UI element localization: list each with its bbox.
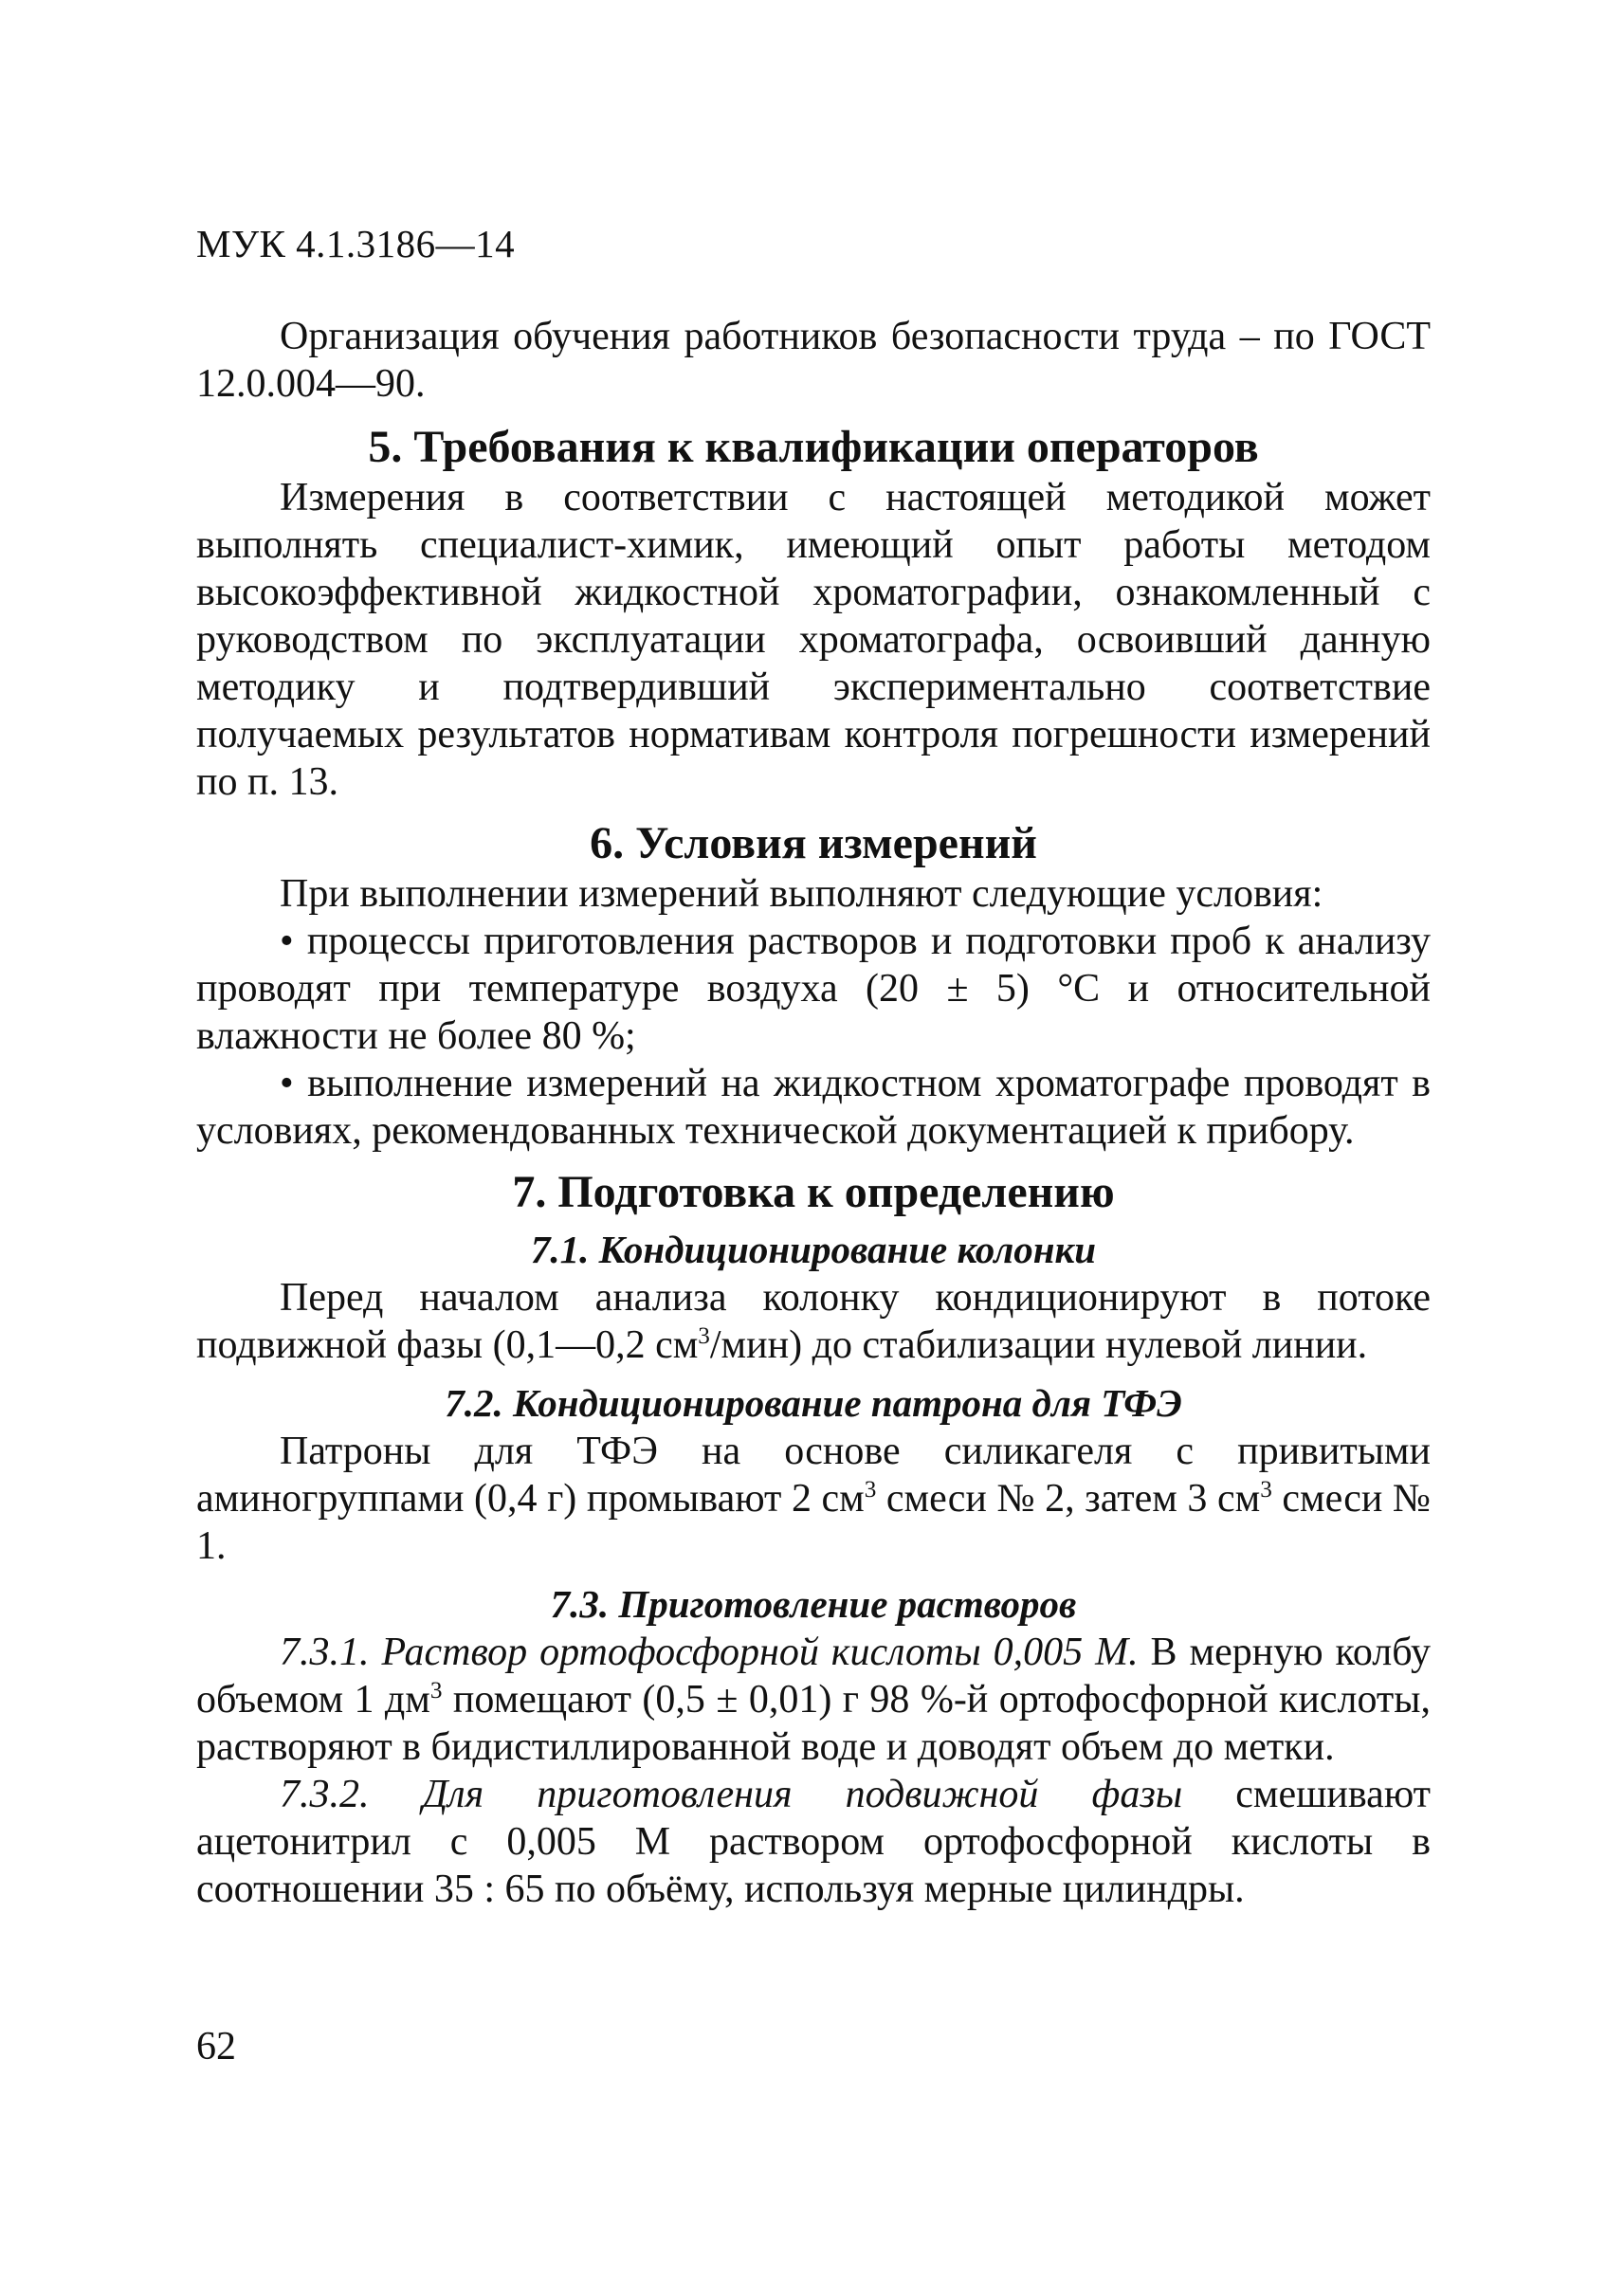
page-number: 62	[196, 2025, 236, 2068]
body-text	[196, 313, 1431, 1913]
subsection-7-2-paragraph: Патроны для ТФЭ на основе силикагеля с привитыми аминогруппами (0,4 г) промывают 2 $см^3$ смеси № 2, затем 3 $см^3$ смеси № 1.	[196, 1430, 1431, 1568]
document-code: МУК 4.1.3186—14	[196, 222, 516, 265]
bullet-text: процессы приготовления растворов и подготовки проб к анализу проводят при температуре воздуха (20 ± 5) °С и относительной влажности не более 80 %;	[196, 920, 1432, 1058]
section-5-paragraph: Измерения в соответствии с настоящей методикой может выполнять специалист-химик, имеющий опыт работы методом высокоэффективной жидкостной хроматографии, ознакомленный с руководством по эксплуатации хроматографа, освоивший данную методику и подтвердивший экспериментально соответствие получаемых результатов нормативам контроля погрешности измерений по п. 13.	[196, 476, 1431, 804]
section-6-heading: 6. Условия измерений	[590, 818, 1037, 868]
subsection-7-2-heading: 7.2. Кондиционирование патрона для ТФЭ	[445, 1381, 1182, 1425]
paragraph-7-3-2: 7.3.2. Для приготовления подвижной фазы смешивают ацетонитрил с 0,005 М раствором ортофосфорной кислоты в соотношении 35 : 65 по объёму, используя мерные цилиндры.	[196, 1773, 1432, 1911]
bullet-icon: •	[280, 1062, 294, 1105]
subsection-7-1-paragraph: Перед началом анализа колонку кондиционируют в потоке подвижной фазы (0,1—0,2 $см^3/мин$) до стабилизации нулевой линии.	[196, 1276, 1431, 1367]
subsection-7-1-heading: 7.1. Кондиционирование колонки	[530, 1228, 1097, 1271]
bullet-text: выполнение измерений на жидкостном хроматографе проводят в условиях, рекомендованных технической документацией к прибору.	[196, 1062, 1431, 1153]
section-7-heading: 7. Подготовка к определению	[512, 1167, 1115, 1217]
section-6-lead: При выполнении измерений выполняют следующие условия:	[280, 872, 1323, 916]
bullet-item	[196, 918, 1431, 1060]
paragraph-7-3-1: 7.3.1. Раствор ортофосфорной кислоты 0,005 М. В мерную колбу объемом 1 $дм^3$ помещают (0,5 ± 0,01) г 98 %-й ортофосфорной кислоты, растворяют в бидистиллированной воде и доводят объем до метки.	[196, 1631, 1431, 1769]
bullet-icon: •	[280, 920, 294, 963]
bullet-item	[196, 1060, 1431, 1155]
section-5-heading: 5. Требования к квалификации операторов	[368, 422, 1259, 472]
subsection-7-3-heading: 7.3. Приготовление растворов	[550, 1582, 1077, 1626]
intro-paragraph: Организация обучения работников безопасности труда – по ГОСТ 12.0.004—90.	[196, 315, 1431, 406]
